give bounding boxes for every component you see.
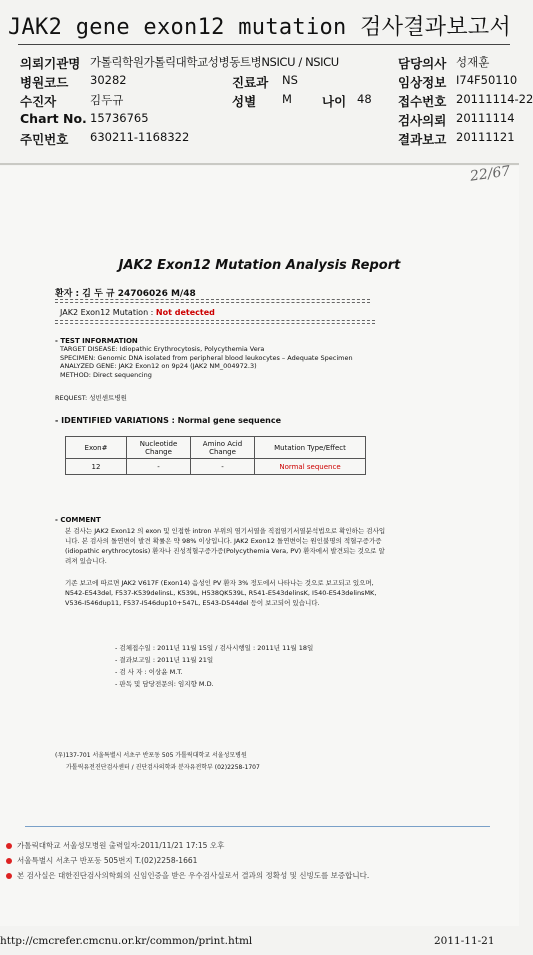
specialist-line: - 판독 및 담당전문의: 임지향 M.D. [115, 680, 214, 688]
request-date-value: 20111114 [456, 111, 515, 125]
department-label: 진료과 [232, 75, 269, 90]
institution-label: 의뢰기관명 [20, 56, 81, 71]
footer-line-1: 가톨릭대학교 서울성모병원 출력일자:2011/11/21 17:15 오후 [6, 840, 224, 851]
clinical-info-label: 임상정보 [398, 75, 447, 90]
institution-value: 가톨릭학원가톨릭대학교성병동트병NSICU / NSICU [90, 55, 339, 69]
receipt-number-value: 20111114-22 [456, 92, 533, 106]
doctor-label: 담당의사 [398, 56, 447, 71]
print-url: http://cmcrefer.cmcnu.or.kr/common/print.html [0, 935, 253, 947]
report-date-value: 20111121 [456, 130, 515, 144]
mutation-result [60, 308, 215, 317]
doctor-value: 성재훈 [456, 55, 490, 69]
analyzed-gene: ANALYZED GENE: JAK2 Exon12 on 9p24 (JAK2 NM_004972.3) [60, 362, 257, 370]
table-header: Exon# [66, 437, 127, 459]
report-patient-line: 환자 : 김 두 규 24706026 M/48 [55, 289, 196, 299]
bullet-icon [6, 873, 12, 879]
footer-divider [25, 826, 490, 827]
footer-line-2: 서울특별시 서초구 반포동 505번지 T.(02)2258-1661 [6, 855, 197, 866]
specimen-date-line: - 검체접수일 : 2011년 11월 15일 / 검사시행일 : 2011년 11월 18일 [115, 644, 314, 652]
receipt-number-label: 접수번호 [398, 94, 447, 109]
table-cell: - [127, 459, 191, 475]
patient-info-block [20, 54, 533, 149]
dashed-divider [55, 320, 375, 321]
bullet-icon [6, 858, 12, 864]
header-divider [18, 44, 510, 45]
test-info-heading: - TEST INFORMATION [55, 337, 138, 345]
address-line-1: (우)137-701 서울특별시 서초구 반포동 505 가톨릭대학교 서울성모병원 [55, 752, 247, 759]
sex-label: 성별 [232, 94, 257, 109]
resident-number-label: 주민번호 [20, 132, 69, 147]
footer-line-3: 본 검사실은 대한진단검사의학회의 신임인증을 받은 우수검사실로서 결과의 정확성 및 신빙도를 보증합니다. [6, 870, 369, 881]
resident-number-value: 630211-1168322 [90, 130, 190, 144]
table-cell: 12 [66, 459, 127, 475]
variations-table [65, 436, 366, 475]
handwritten-note: 22/67 [469, 163, 512, 185]
table-header: Mutation Type/Effect [255, 437, 366, 459]
dashed-divider [55, 302, 370, 303]
report-date-line: - 결과보고일 : 2011년 11월 21일 [115, 656, 214, 664]
age-value: 48 [357, 92, 372, 106]
target-disease: TARGET DISEASE: Idiopathic Erythrocytosis, Polycythemia Vera [60, 345, 265, 353]
dashed-divider [55, 323, 375, 324]
mutation-result-value: Not detected [155, 308, 215, 317]
report-dates [115, 642, 313, 690]
hospital-code-label: 병원코드 [20, 75, 69, 90]
chart-number-value: 15736765 [90, 111, 149, 125]
report-date-label: 결과보고 [398, 132, 447, 147]
method: METHOD: Direct sequencing [60, 370, 152, 379]
patient-name-value: 김두규 [90, 93, 124, 107]
chart-number-label: Chart No. [20, 111, 87, 126]
report-title: JAK2 Exon12 Mutation Analysis Report [118, 258, 401, 273]
print-date: 2011-11-21 [434, 935, 495, 947]
clinical-info-value: I74F50110 [456, 73, 518, 87]
request-line: REQUEST: 성빈센트병원 [55, 394, 127, 402]
table-cell: Normal sequence [255, 459, 366, 475]
request-date-label: 검사의뢰 [398, 113, 447, 128]
age-label: 나이 [322, 94, 347, 109]
hospital-code-value: 30282 [90, 73, 127, 87]
department-value: NS [282, 73, 298, 87]
technician-line: - 검 사 자 : 이상윤 M.T. [115, 668, 183, 676]
table-row [66, 459, 366, 475]
scan-divider [0, 163, 519, 165]
table-header: Amino Acid Change [191, 437, 255, 459]
sex-value: M [282, 92, 292, 106]
patient-name-label: 수진자 [20, 94, 57, 109]
table-cell: - [191, 459, 255, 475]
test-information-section [55, 337, 353, 379]
dashed-divider [55, 299, 370, 300]
comment-paragraph-1: 본 검사는 JAK2 Exon12 의 exon 및 인접한 intron 부위의 염기서열을 직접염기서열분석법으로 확인하는 검사입니다. 본 검사의 돌연변이 발견 확률은 약 98% 이상입니다. JAK2 Exon12 돌연변이는 원인불명의 적혈구증가증(idiopathic erythrocytosis) 환자나 진성적혈구증가증(Polycythemia Vera, PV) 환자에서 발견되는 것으로 알려져 있습니다. [65, 527, 386, 565]
variations-heading: - IDENTIFIED VARIATIONS : Normal gene sequence [55, 416, 282, 425]
comment-heading: - COMMENT [55, 516, 101, 524]
comment-paragraph-2: 기존 보고에 따르면 JAK2 V617F (Exon14) 음성인 PV 환자 3% 정도에서 나타나는 것으로 보고되고 있으며, N542-E543del, F537-K539delinsL, K539L, H538QK539L, R541-E543delinsK, I540-E543delinsMK, V536-I546dup11, F537-I546dup10+547L, E543-D544del 등이 보고되어 있습니다. [65, 579, 377, 607]
bullet-icon [6, 843, 12, 849]
specimen: SPECIMEN: Genomic DNA isolated from peripheral blood leukocytes – Adequate Specimen [60, 353, 353, 362]
address-line-2: 가톨릭유전진단검사센터 / 진단검사의학과 분자유전학부 (02)2258-1707 [66, 764, 260, 771]
table-header: Nucleotide Change [127, 437, 191, 459]
mutation-result-label: JAK2 Exon12 Mutation : [60, 308, 156, 317]
report-header-title: JAK2 gene exon12 mutation 검사결과보고서 [7, 15, 512, 40]
